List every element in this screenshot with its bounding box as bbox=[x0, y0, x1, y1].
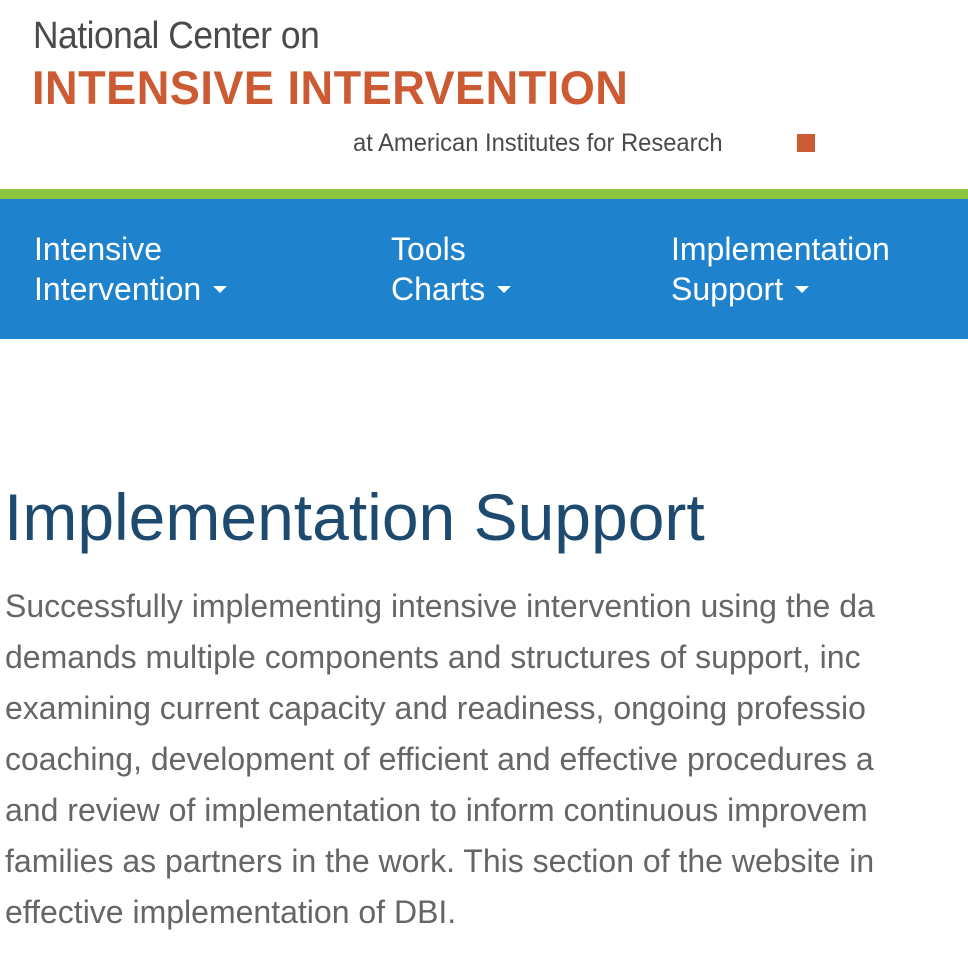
site-logo[interactable] bbox=[0, 0, 968, 190]
intro-line: effective implementation of DBI. bbox=[5, 894, 457, 930]
intro-line: families as partners in the work. This section of the website in bbox=[5, 843, 875, 879]
nav-item-label-line2: Charts bbox=[391, 271, 486, 307]
intro-line: coaching, development of efficient and effective procedures a bbox=[5, 741, 874, 777]
nav-item-tools-charts[interactable] bbox=[391, 229, 511, 309]
intro-line: examining current capacity and readiness, ongoing professio bbox=[5, 690, 866, 726]
logo-line-air: at American Institutes for Research bbox=[353, 129, 723, 157]
logo-line-intensive-intervention: INTENSIVE INTERVENTION bbox=[32, 61, 629, 114]
intro-line: demands multiple components and structures of support, inc bbox=[5, 639, 861, 675]
intro-line: Successfully implementing intensive intervention using the da bbox=[5, 588, 875, 624]
nav-item-label-line1: Implementation bbox=[671, 231, 890, 267]
caret-down-icon bbox=[213, 286, 227, 293]
nav-item-implementation-support[interactable] bbox=[671, 229, 890, 309]
nav-item-label-line1: Intensive bbox=[34, 231, 163, 267]
main-nav bbox=[0, 199, 968, 339]
nav-item-label-line1: Tools bbox=[391, 231, 466, 267]
site-header bbox=[0, 0, 968, 190]
caret-down-icon bbox=[795, 286, 809, 293]
nav-item-label-line2: Intervention bbox=[34, 271, 202, 307]
accent-divider bbox=[0, 189, 968, 199]
intro-paragraph bbox=[5, 581, 875, 938]
logo-square-icon bbox=[797, 134, 815, 152]
main-content bbox=[0, 339, 968, 955]
page-title: Implementation Support bbox=[4, 480, 705, 554]
intro-line: and review of implementation to inform continuous improvem bbox=[5, 792, 868, 828]
nav-item-label-line2: Support bbox=[671, 271, 784, 307]
caret-down-icon bbox=[497, 286, 511, 293]
logo-line-national-center: National Center on bbox=[33, 15, 320, 57]
nav-item-intensive-intervention[interactable] bbox=[34, 229, 227, 309]
